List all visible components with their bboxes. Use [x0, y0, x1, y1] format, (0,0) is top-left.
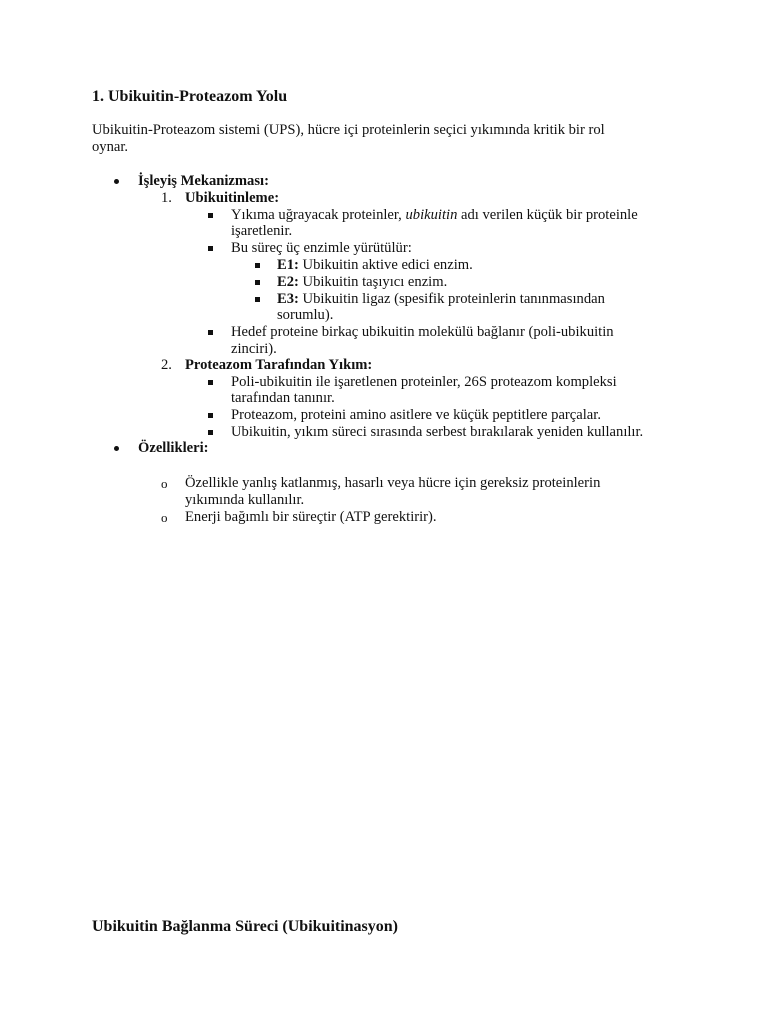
features-item1: Özellikle yanlış katlanmış, hasarlı veya hücre için gereksiz proteinlerin [185, 475, 601, 491]
square-bullet-icon [208, 430, 213, 435]
section-title: 1. Ubikuitin-Proteazom Yolu [92, 88, 288, 105]
step1-item3-line2: zinciri). [231, 341, 277, 357]
square-bullet-icon [255, 280, 260, 285]
step2-item2: Proteazom, proteini amino asitlere ve küçük peptitlere parçalar. [231, 407, 601, 423]
enzyme-e1-label: E1: [277, 257, 299, 273]
square-bullet-icon [208, 413, 213, 418]
square-bullet-icon [208, 380, 213, 385]
enzyme-e2 [277, 274, 447, 291]
step2-label: Proteazom Tarafından Yıkım: [185, 357, 373, 373]
step1-item3: Hedef proteine birkaç ubikuitin molekülü bağlanır (poli-ubikuitin [231, 324, 614, 340]
square-bullet-icon [208, 330, 213, 335]
step1-item2: Bu süreç üç enzimle yürütülür: [231, 240, 412, 256]
enzyme-e3-text: Ubikuitin ligaz (spesifik proteinlerin tanınmasından [298, 291, 605, 307]
square-bullet-icon [255, 297, 260, 302]
section2-title: Ubikuitin Bağlanma Süreci (Ubikuitinasyon) [92, 918, 399, 935]
enzyme-e1 [277, 257, 473, 274]
step1-number: 1. [161, 190, 172, 206]
square-bullet-icon [208, 246, 213, 251]
step2-item1: Poli-ubikuitin ile işaretlenen proteinler, 26S proteazom kompleksi [231, 374, 617, 390]
enzyme-e3-line2: sorumlu). [277, 307, 334, 323]
step2-number: 2. [161, 357, 172, 373]
enzyme-e2-text: Ubikuitin taşıyıcı enzim. [298, 274, 448, 290]
enzyme-e3 [277, 291, 605, 308]
square-bullet-icon [255, 263, 260, 268]
enzyme-e3-label: E3: [277, 291, 299, 307]
step1-item1-text-end: adı verilen küçük bir proteinle [457, 207, 638, 223]
step1-item1-italic: ubikuitin [405, 207, 458, 223]
mechanism-heading: İşleyiş Mekanizması: [138, 173, 269, 189]
features-item1-line2: yıkımında kullanılır. [185, 492, 305, 508]
intro-paragraph-line2: oynar. [92, 139, 129, 155]
features-heading: Özellikleri: [138, 440, 209, 456]
step2-item3: Ubikuitin, yıkım süreci sırasında serbest bırakılarak yeniden kullanılır. [231, 424, 644, 440]
step1-item1-text: Yıkıma uğrayacak proteinler, [231, 207, 406, 223]
intro-paragraph-line1: Ubikuitin-Proteazom sistemi (UPS), hücre içi proteinlerin seçici yıkımında kritik bir rol [92, 122, 605, 138]
step1-item1-line2: işaretlenir. [231, 223, 293, 239]
step1-item1 [231, 207, 638, 224]
bullet-icon [114, 446, 119, 451]
circle-bullet-icon: o [161, 510, 168, 525]
step1-label: Ubikuitinleme: [185, 190, 280, 206]
circle-bullet-icon: o [161, 476, 168, 491]
enzyme-e2-label: E2: [277, 274, 299, 290]
square-bullet-icon [208, 213, 213, 218]
enzyme-e1-text: Ubikuitin aktive edici enzim. [298, 257, 473, 273]
step2-item1-line2: tarafından tanınır. [231, 390, 335, 406]
features-item2: Enerji bağımlı bir süreçtir (ATP gerektirir). [185, 509, 437, 525]
bullet-icon [114, 179, 119, 184]
